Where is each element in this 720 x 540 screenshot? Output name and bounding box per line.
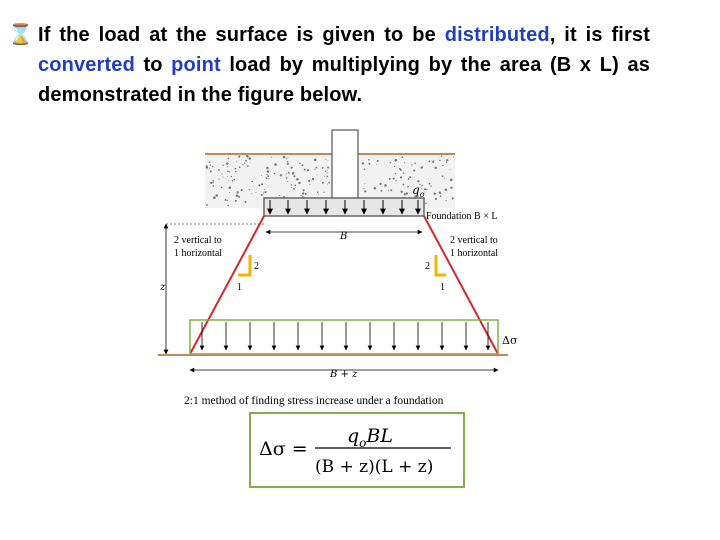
soil-speck bbox=[435, 198, 437, 200]
soil-speck bbox=[265, 191, 267, 193]
left-slope-marker bbox=[238, 255, 250, 275]
stress-distribution-box bbox=[190, 320, 498, 354]
soil-speck bbox=[226, 163, 227, 164]
soil-speck bbox=[266, 174, 267, 175]
soil-speck bbox=[393, 178, 395, 180]
soil-speck bbox=[316, 167, 318, 169]
soil-speck bbox=[363, 188, 364, 189]
soil-speck bbox=[453, 156, 454, 157]
soil-speck bbox=[425, 203, 426, 204]
soil-speck bbox=[239, 166, 241, 168]
soil-speck bbox=[248, 157, 251, 160]
soil-speck bbox=[302, 164, 304, 166]
soil-speck bbox=[429, 160, 431, 162]
soil-speck bbox=[396, 180, 397, 181]
stress-arrows bbox=[202, 322, 488, 350]
soil-speck bbox=[291, 167, 293, 169]
right-slope-marker bbox=[436, 255, 446, 275]
soil-speck bbox=[327, 167, 329, 169]
soil-speck bbox=[445, 200, 446, 201]
soil-speck bbox=[395, 159, 398, 162]
soil-speck bbox=[229, 180, 230, 181]
soil-speck bbox=[388, 190, 389, 191]
soil-speck bbox=[309, 184, 310, 185]
soil-speck bbox=[450, 187, 452, 189]
soil-speck bbox=[261, 175, 262, 176]
soil-speck bbox=[227, 166, 228, 167]
soil-speck bbox=[258, 184, 260, 186]
soil-speck bbox=[294, 185, 296, 187]
soil-speck bbox=[215, 194, 218, 197]
column bbox=[332, 130, 358, 200]
soil-speck bbox=[286, 177, 288, 179]
right-slope-vertical: 2 bbox=[425, 261, 430, 272]
soil-speck bbox=[231, 176, 232, 177]
soil-speck bbox=[271, 157, 272, 158]
soil-speck bbox=[314, 169, 315, 170]
soil-speck bbox=[212, 180, 214, 182]
soil-speck bbox=[227, 176, 228, 177]
soil-speck bbox=[210, 164, 211, 165]
soil-speck bbox=[227, 205, 229, 207]
soil-speck bbox=[251, 193, 252, 194]
soil-speck bbox=[283, 156, 286, 159]
soil-speck bbox=[287, 161, 288, 162]
soil-speck bbox=[308, 180, 310, 182]
soil-speck bbox=[426, 189, 427, 190]
soil-speck bbox=[221, 173, 222, 174]
soil-speck bbox=[256, 192, 257, 193]
soil-speck bbox=[323, 192, 324, 193]
soil-speck bbox=[368, 159, 370, 161]
soil-speck bbox=[446, 159, 448, 161]
soil-speck bbox=[298, 182, 300, 184]
soil-speck bbox=[212, 166, 213, 167]
soil-speck bbox=[362, 162, 364, 164]
soil-speck bbox=[232, 180, 234, 182]
bullet-text bbox=[38, 20, 650, 110]
soil-speck bbox=[218, 179, 219, 180]
soil-speck bbox=[274, 173, 275, 174]
soil-speck bbox=[213, 196, 216, 199]
soil-speck bbox=[374, 187, 377, 190]
soil-speck bbox=[246, 155, 248, 157]
soil-speck bbox=[377, 160, 379, 162]
soil-speck bbox=[409, 176, 411, 178]
right-slope-horizontal: 1 bbox=[440, 282, 445, 293]
soil-speck bbox=[314, 159, 317, 162]
depth-label: z bbox=[160, 282, 166, 293]
soil-speck bbox=[429, 183, 431, 185]
soil-speck bbox=[368, 163, 370, 165]
soil-speck bbox=[291, 184, 292, 185]
soil-speck bbox=[235, 200, 237, 202]
soil-speck bbox=[250, 162, 251, 163]
soil-speck bbox=[249, 189, 250, 190]
soil-speck bbox=[229, 192, 230, 193]
soil-speck bbox=[305, 193, 307, 195]
soil-speck bbox=[442, 165, 444, 167]
soil-speck bbox=[225, 200, 226, 201]
soil-speck bbox=[287, 163, 289, 165]
soil-speck bbox=[406, 192, 408, 194]
soil-speck bbox=[293, 188, 295, 190]
soil-speck bbox=[263, 192, 264, 193]
soil-speck bbox=[411, 164, 412, 165]
soil-speck bbox=[235, 171, 237, 173]
soil-speck bbox=[434, 192, 436, 194]
soil-speck bbox=[236, 161, 237, 162]
soil-speck bbox=[286, 158, 287, 159]
soil-speck bbox=[292, 172, 295, 175]
soil-speck bbox=[236, 194, 238, 196]
soil-speck bbox=[222, 165, 223, 166]
soil-speck bbox=[325, 171, 326, 172]
soil-speck bbox=[401, 156, 403, 158]
soil-speck bbox=[210, 182, 212, 184]
highlight-converted: converted bbox=[38, 54, 135, 76]
soil-speck bbox=[432, 161, 434, 163]
soil-speck bbox=[395, 173, 396, 174]
soil-speck bbox=[328, 160, 329, 161]
soil-speck bbox=[380, 190, 382, 192]
left-slope-label: 2 vertical to 1 horizontal bbox=[174, 235, 223, 259]
soil-speck bbox=[213, 182, 214, 183]
soil-speck bbox=[413, 170, 415, 172]
soil-speck bbox=[312, 178, 314, 180]
soil-speck bbox=[293, 175, 295, 177]
soil-speck bbox=[301, 195, 302, 196]
soil-speck bbox=[304, 169, 306, 171]
foundation-label: Foundation B × L bbox=[426, 211, 498, 222]
soil-speck bbox=[266, 177, 268, 179]
soil-speck bbox=[287, 181, 288, 182]
soil-speck bbox=[218, 169, 220, 171]
bullet-text-segment: to bbox=[134, 54, 172, 76]
soil-speck bbox=[210, 171, 212, 173]
soil-speck bbox=[206, 204, 208, 206]
soil-speck bbox=[442, 175, 444, 177]
soil-speck bbox=[439, 160, 440, 161]
soil-speck bbox=[390, 189, 392, 191]
hourglass-bullet-icon: ⌛ bbox=[8, 22, 33, 46]
soil-speck bbox=[407, 186, 409, 188]
soil-speck bbox=[242, 164, 243, 165]
soil-speck bbox=[261, 183, 263, 185]
soil-speck bbox=[288, 172, 290, 174]
width-label: B bbox=[340, 231, 348, 242]
soil-speck bbox=[322, 182, 324, 184]
soil-speck bbox=[325, 159, 326, 160]
soil-speck bbox=[452, 197, 454, 199]
soil-speck bbox=[303, 189, 305, 191]
soil-speck bbox=[403, 172, 405, 174]
soil-speck bbox=[414, 162, 416, 164]
soil-speck bbox=[209, 162, 210, 163]
formula-box bbox=[249, 412, 465, 488]
soil-speck bbox=[261, 194, 263, 196]
soil-speck bbox=[422, 166, 423, 167]
soil-speck bbox=[227, 162, 228, 163]
formula-denominator: (B + z)(L + z) bbox=[315, 457, 434, 477]
soil-speck bbox=[206, 166, 209, 169]
soil-speck bbox=[238, 196, 240, 198]
soil-speck bbox=[364, 190, 366, 192]
soil-speck bbox=[327, 173, 328, 174]
soil-speck bbox=[326, 176, 328, 178]
soil-speck bbox=[446, 161, 448, 163]
soil-speck bbox=[291, 187, 292, 188]
soil-speck bbox=[400, 176, 402, 178]
soil-speck bbox=[328, 182, 330, 184]
soil-speck bbox=[389, 179, 390, 180]
soil-speck bbox=[227, 200, 228, 201]
soil-speck bbox=[238, 156, 240, 158]
soil-speck bbox=[326, 179, 327, 180]
soil-speck bbox=[317, 192, 318, 193]
soil-speck bbox=[236, 191, 238, 193]
highlight-distributed: distributed bbox=[444, 24, 550, 46]
soil-speck bbox=[244, 162, 245, 163]
soil-speck bbox=[264, 189, 265, 190]
soil-speck bbox=[430, 185, 432, 187]
soil-speck bbox=[376, 164, 377, 165]
soil-speck bbox=[390, 162, 391, 163]
soil-speck bbox=[229, 171, 230, 172]
soil-speck bbox=[280, 174, 282, 176]
soil-speck bbox=[241, 189, 243, 191]
soil-speck bbox=[324, 176, 325, 177]
left-slope-vertical: 2 bbox=[254, 261, 259, 272]
soil-speck bbox=[400, 169, 402, 171]
soil-speck bbox=[402, 184, 404, 186]
soil-speck bbox=[299, 163, 300, 164]
formula-lhs: Δσ = bbox=[259, 438, 308, 460]
soil-speck bbox=[444, 178, 445, 179]
soil-speck bbox=[404, 162, 405, 163]
soil-speck bbox=[404, 193, 406, 195]
right-slope-label: 2 vertical to 1 horizontal bbox=[450, 235, 499, 259]
stress-distribution-figure bbox=[150, 128, 530, 410]
soil-speck bbox=[450, 179, 453, 182]
soil-speck bbox=[364, 183, 365, 184]
base-width-label: B + z bbox=[330, 369, 358, 380]
soil-speck bbox=[213, 185, 215, 187]
soil-speck bbox=[235, 168, 237, 170]
soil-speck bbox=[251, 181, 253, 183]
highlight-point: point bbox=[171, 54, 221, 76]
soil-speck bbox=[228, 158, 230, 160]
soil-speck bbox=[400, 191, 402, 193]
soil-speck bbox=[307, 169, 309, 171]
soil-speck bbox=[247, 157, 248, 158]
stress-label: Δσ bbox=[502, 334, 518, 347]
soil-speck bbox=[318, 193, 319, 194]
bullet-text-segment: , it is first bbox=[549, 24, 651, 46]
soil-speck bbox=[394, 166, 395, 167]
soil-speck bbox=[268, 168, 269, 169]
soil-speck bbox=[439, 191, 441, 193]
soil-speck bbox=[384, 184, 387, 187]
soil-speck bbox=[408, 178, 410, 180]
soil-speck bbox=[221, 187, 222, 188]
soil-speck bbox=[435, 167, 437, 169]
soil-speck bbox=[421, 188, 422, 189]
soil-speck bbox=[379, 183, 381, 185]
stress-formula bbox=[251, 414, 463, 486]
soil-speck bbox=[317, 175, 318, 176]
soil-speck bbox=[364, 169, 365, 170]
soil-speck bbox=[245, 160, 247, 162]
bullet-text-segment: If the load at the surface is given to be bbox=[38, 24, 445, 46]
soil-speck bbox=[227, 171, 229, 173]
load-label: $q_o$ bbox=[412, 183, 425, 199]
soil-speck bbox=[279, 195, 280, 196]
bullet-text-segment: load by multiplying by the area (B x L) as demonstrated in the figure below. bbox=[38, 54, 650, 106]
soil-speck bbox=[449, 169, 450, 170]
left-slope-horizontal: 1 bbox=[237, 282, 242, 293]
soil-speck bbox=[267, 175, 269, 177]
soil-speck bbox=[440, 195, 442, 197]
soil-speck bbox=[229, 187, 232, 190]
soil-speck bbox=[267, 170, 269, 172]
formula-numerator: $q_oBL$ bbox=[347, 425, 393, 450]
soil-speck bbox=[223, 177, 224, 178]
soil-speck bbox=[286, 173, 287, 174]
soil-speck bbox=[327, 170, 328, 171]
soil-speck bbox=[302, 192, 304, 194]
soil-speck bbox=[245, 201, 247, 203]
soil-speck bbox=[234, 179, 236, 181]
soil-speck bbox=[269, 178, 270, 179]
soil-speck bbox=[288, 157, 289, 158]
soil-speck bbox=[296, 178, 299, 181]
soil-speck bbox=[209, 168, 210, 169]
figure-caption: 2:1 method of finding stress increase under a foundation bbox=[184, 395, 444, 407]
soil-speck bbox=[421, 185, 423, 187]
soil-speck bbox=[322, 167, 324, 169]
soil-speck bbox=[441, 155, 442, 156]
soil-speck bbox=[327, 184, 328, 185]
soil-speck bbox=[274, 163, 277, 166]
soil-speck bbox=[445, 189, 447, 191]
soil-speck bbox=[247, 165, 249, 167]
